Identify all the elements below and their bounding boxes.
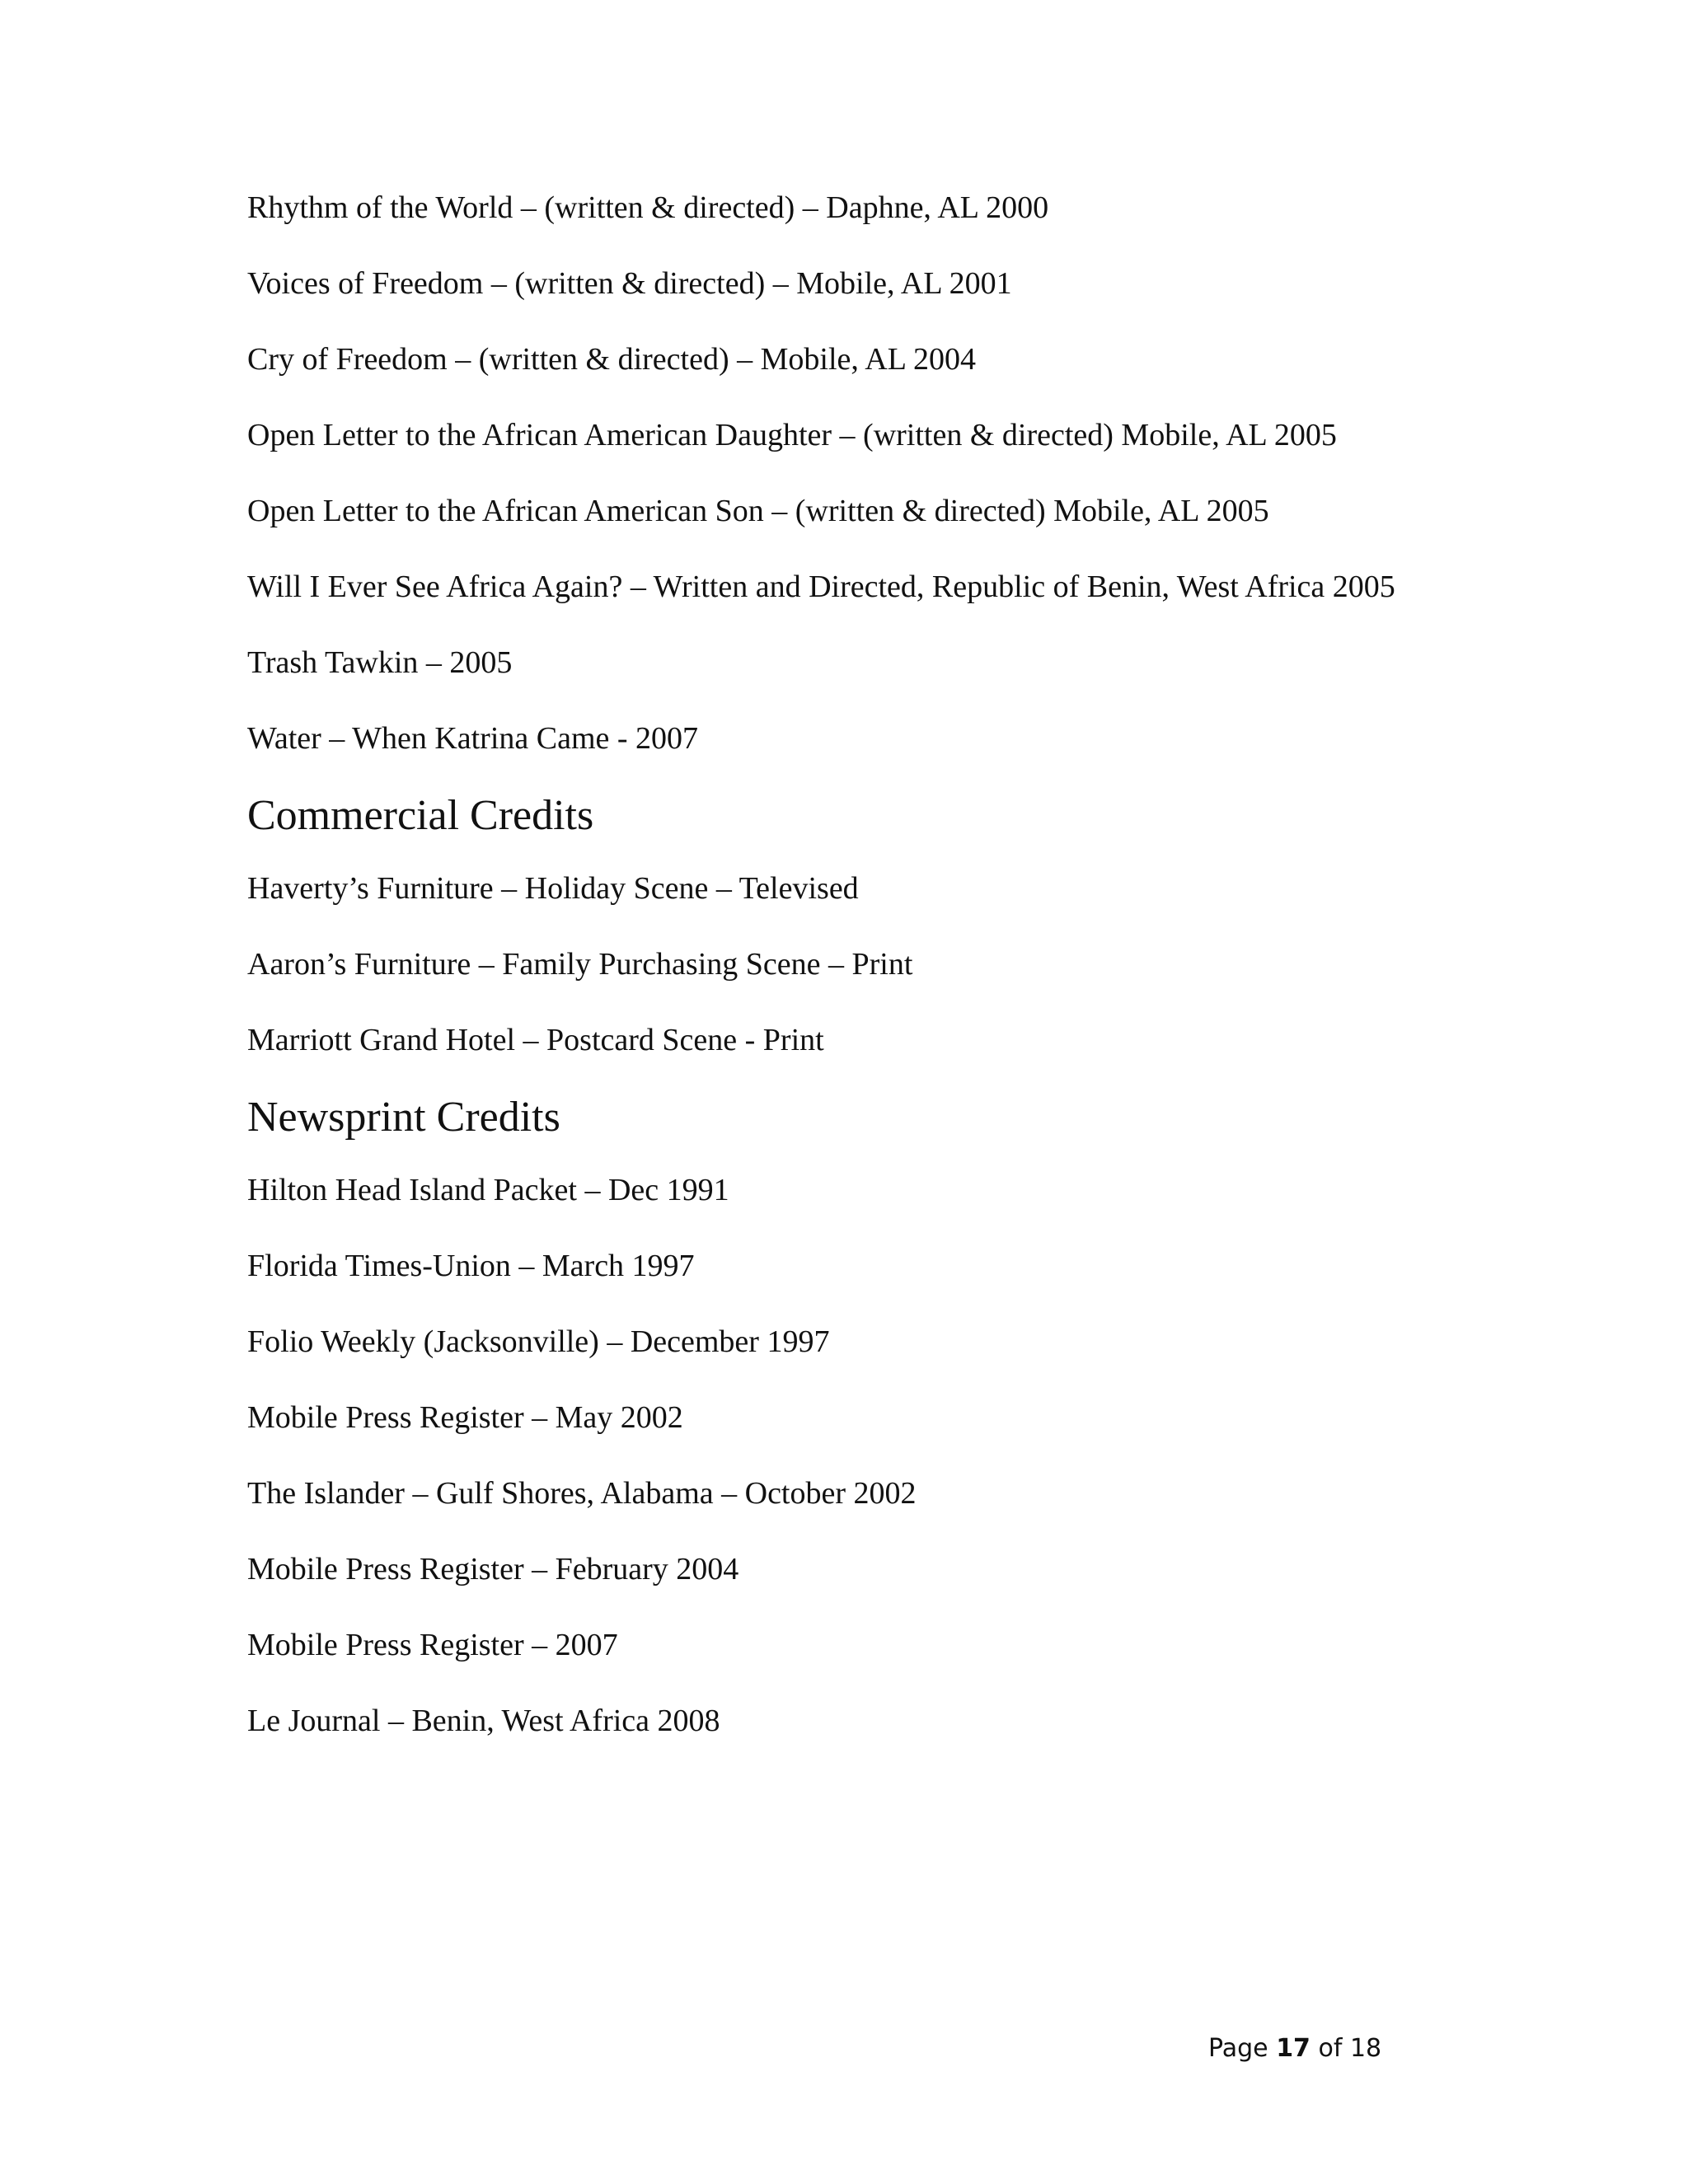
production-credit: Voices of Freedom – (written & directed) – Mobile, AL 2001	[247, 266, 1012, 301]
newsprint-credit: Hilton Head Island Packet – Dec 1991	[247, 1173, 729, 1207]
newsprint-credit: Le Journal – Benin, West Africa 2008	[247, 1704, 720, 1738]
newsprint-credit: Mobile Press Register – 2007	[247, 1628, 618, 1662]
newsprint-credit: Florida Times-Union – March 1997	[247, 1249, 695, 1283]
production-credit: Will I Ever See Africa Again? – Written and Directed, Republic of Benin, West Africa 2005	[247, 569, 1395, 604]
production-credit: Water – When Katrina Came - 2007	[247, 721, 699, 756]
production-credit: Open Letter to the African American Son – (written & directed) Mobile, AL 2005	[247, 494, 1269, 528]
production-credit: Cry of Freedom – (written & directed) – Mobile, AL 2004	[247, 342, 977, 377]
production-credit: Open Letter to the African American Daughter – (written & directed) Mobile, AL 2005	[247, 418, 1337, 452]
of-label: of	[1318, 2034, 1343, 2063]
newsprint-credit: Folio Weekly (Jacksonville) – December 1997	[247, 1324, 830, 1359]
total-pages: 18	[1349, 2034, 1382, 2063]
page-number: 17	[1276, 2034, 1311, 2063]
commercial-credit: Aaron’s Furniture – Family Purchasing Scene – Print	[247, 947, 913, 982]
newsprint-credits-heading: Newsprint Credits	[247, 1094, 560, 1141]
document-body	[247, 190, 1434, 1779]
production-credit: Rhythm of the World – (written & directed) – Daphne, AL 2000	[247, 190, 1049, 225]
commercial-credit: Haverty’s Furniture – Holiday Scene – Televised	[247, 871, 859, 906]
page-label: Page	[1208, 2034, 1268, 2063]
page-footer	[1208, 2034, 1381, 2064]
newsprint-credit: Mobile Press Register – February 2004	[247, 1552, 739, 1586]
commercial-credits-heading: Commercial Credits	[247, 792, 594, 839]
commercial-credit: Marriott Grand Hotel – Postcard Scene - Print	[247, 1023, 824, 1057]
newsprint-credit: Mobile Press Register – May 2002	[247, 1400, 683, 1435]
newsprint-credit: The Islander – Gulf Shores, Alabama – October 2002	[247, 1476, 917, 1511]
production-credit: Trash Tawkin – 2005	[247, 645, 513, 680]
